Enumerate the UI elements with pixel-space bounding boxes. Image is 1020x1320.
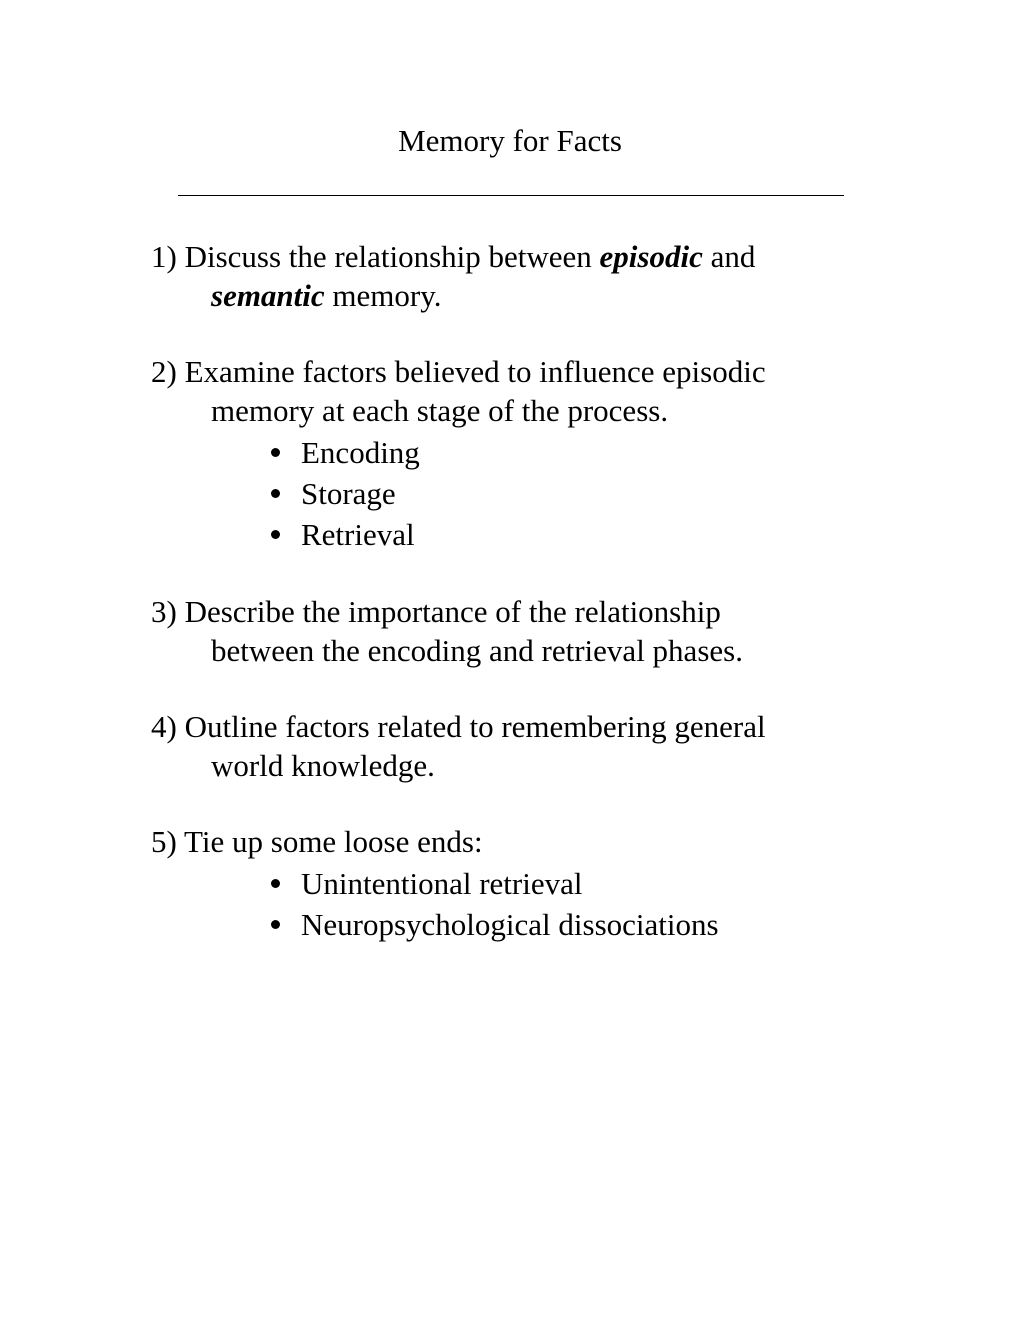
question-text: Examine factors believed to influence episodic [184,354,766,389]
title-underline [178,195,844,196]
bullet-item [151,904,891,945]
bullet-item [151,432,891,473]
bullet-item [151,863,891,904]
question-line-continued: between the encoding and retrieval phases. [211,633,743,668]
question-number: 4) [151,709,177,744]
question-number: 3) [151,594,177,629]
question-3 [151,592,891,670]
question-text: Describe the importance of the relationship [184,594,721,629]
bullet-list [151,432,891,555]
question-text: and [710,239,756,274]
question-line [151,237,891,276]
page-title: Memory for Facts [398,123,622,158]
bullet-text: Neuropsychological dissociations [301,907,719,942]
bullet-text: Encoding [301,435,420,470]
question-text: memory. [332,278,442,313]
question-number: 1) [151,239,177,274]
question-number: 5) [151,824,177,859]
bullet-item [151,514,891,555]
question-line [151,707,891,746]
bullet-text: Storage [301,476,396,511]
emphasis-term-semantic: semantic [211,278,325,313]
bullet-list [151,863,891,945]
bullet-text: Unintentional retrieval [301,866,583,901]
bullet-icon [271,920,280,929]
question-list [151,237,891,982]
question-line [151,352,891,391]
bullet-text: Retrieval [301,517,415,552]
question-line [151,822,891,861]
question-text: Outline factors related to remembering general [184,709,766,744]
question-line-continued: world knowledge. [211,748,435,783]
question-4 [151,707,891,785]
question-line-continued [151,276,891,315]
emphasis-term-episodic: episodic [599,239,703,274]
bullet-icon [271,530,280,539]
question-1 [151,237,891,315]
bullet-icon [271,879,280,888]
question-text: Tie up some loose ends: [184,824,483,859]
question-text: Discuss the relationship between [184,239,592,274]
question-5 [151,822,891,945]
question-2 [151,352,891,555]
bullet-icon [271,489,280,498]
bullet-item [151,473,891,514]
question-line-continued: memory at each stage of the process. [211,393,669,428]
question-number: 2) [151,354,177,389]
bullet-icon [271,448,280,457]
question-line [151,592,891,631]
